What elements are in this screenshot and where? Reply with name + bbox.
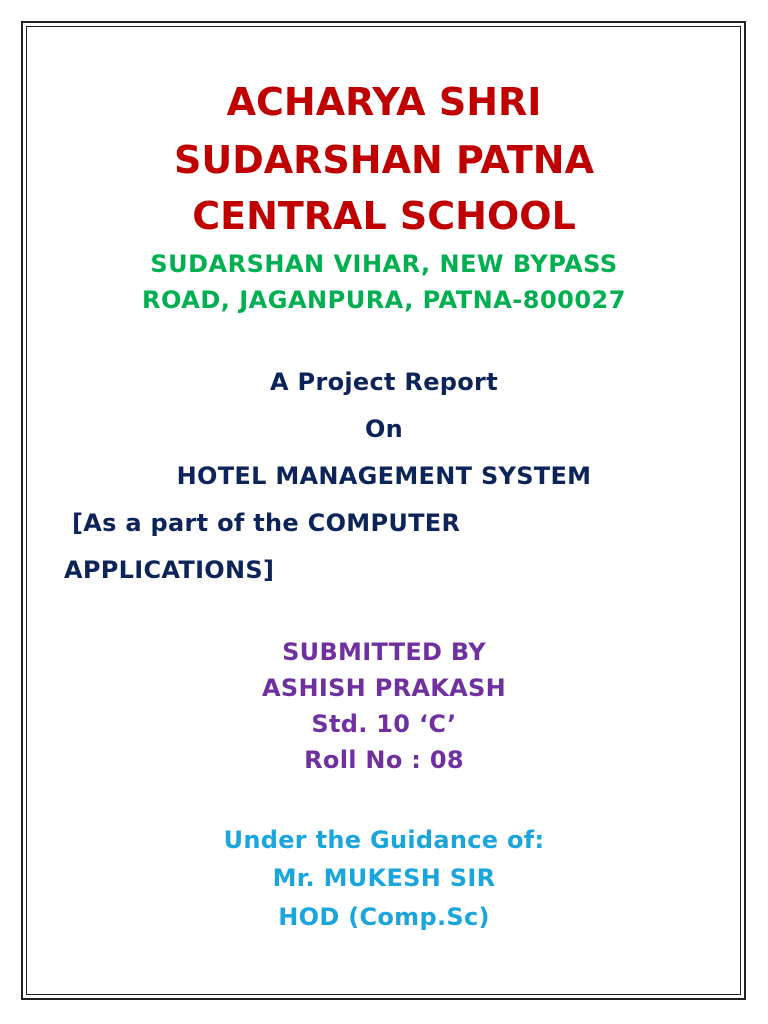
student-roll-no: Roll No : 08	[304, 746, 464, 774]
report-intro: A Project Report	[270, 368, 498, 396]
guidance-heading: Under the Guidance of:	[223, 826, 545, 854]
project-part-line-1: [As a part of the COMPUTER	[72, 509, 461, 537]
student-std: Std. 10 ‘C’	[311, 710, 457, 738]
school-name-line-1: ACHARYA SHRI	[226, 80, 542, 124]
school-name-line-2: SUDARSHAN PATNA	[173, 138, 594, 182]
project-part-line-2: APPLICATIONS]	[64, 556, 275, 584]
school-name-line-3: CENTRAL SCHOOL	[192, 194, 576, 238]
school-address-line-1: SUDARSHAN VIHAR, NEW BYPASS	[150, 250, 618, 278]
guide-name: Mr. MUKESH SIR	[272, 864, 496, 892]
project-title: HOTEL MANAGEMENT SYSTEM	[176, 462, 592, 490]
report-on: On	[364, 415, 404, 443]
guide-title: HOD (Comp.Sc)	[278, 903, 490, 931]
school-address-line-2: ROAD, JAGANPURA, PATNA-800027	[142, 286, 626, 314]
submitted-by-heading: SUBMITTED BY	[282, 638, 486, 666]
student-name: ASHISH PRAKASH	[262, 674, 506, 702]
